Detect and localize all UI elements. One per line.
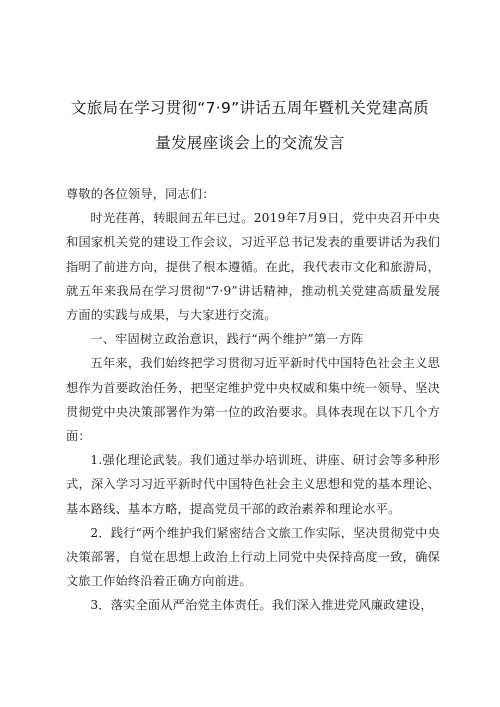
document-title-line-1: 文旅局在学习贯彻“7·9”讲话五周年暨机关党建高质 [70,99,430,117]
paragraph-section-1: 五年来，我们始终把学习贯彻习近平新时代中国特色社会主义思想作为首要政治任务，把坚定维护党中央权威和集中统一领导、坚决贯彻党中央决策部署作为第一位的政治要求。具体表现在以下几个方面： [66,356,440,444]
document-title-line-2: 量发展座谈会上的交流发言 [155,134,345,152]
paragraph-item-2: 2．践行“两个维护我们紧密结合文旅工作实际，坚决贯彻党中央决策部署，自觉在思想上政治上行动上同党中央保持高度一致，确保文旅工作始终沿着正确方向前进。 [66,525,440,589]
paragraph-intro: 时光荏苒，转眼间五年已过。2019年7月9日，党中央召开中央和国家机关党的建设工作会议，习近平总书记发表的重要讲话为我们指明了前进方向，提供了根本遵循。在此，我代表市文化和旅游局，就五年来我局在学习贯彻“7·9”讲话精神，推动机关党建高质量发展方面的实践与成果，与大家进行交流。 [66,211,440,323]
salutation: 尊敬的各位领导，同志们： [66,187,215,201]
paragraph-item-1: 1.强化理论武装。我们通过举办培训班、讲座、研讨会等多种形式，深入学习习近平新时代中国特色社会主义思想和党的基本理论、基本路线、基本方略，提高党员干部的政治素养和理论水平。 [66,453,440,516]
paragraph-item-3: 3．落实全面从严治党主体责任。我们深入推进党风廉政建设， [90,598,433,613]
document-body [66,182,440,618]
section-heading-1: 一、牢固树立政治意识，践行“两个维护”第一方阵 [90,332,364,347]
